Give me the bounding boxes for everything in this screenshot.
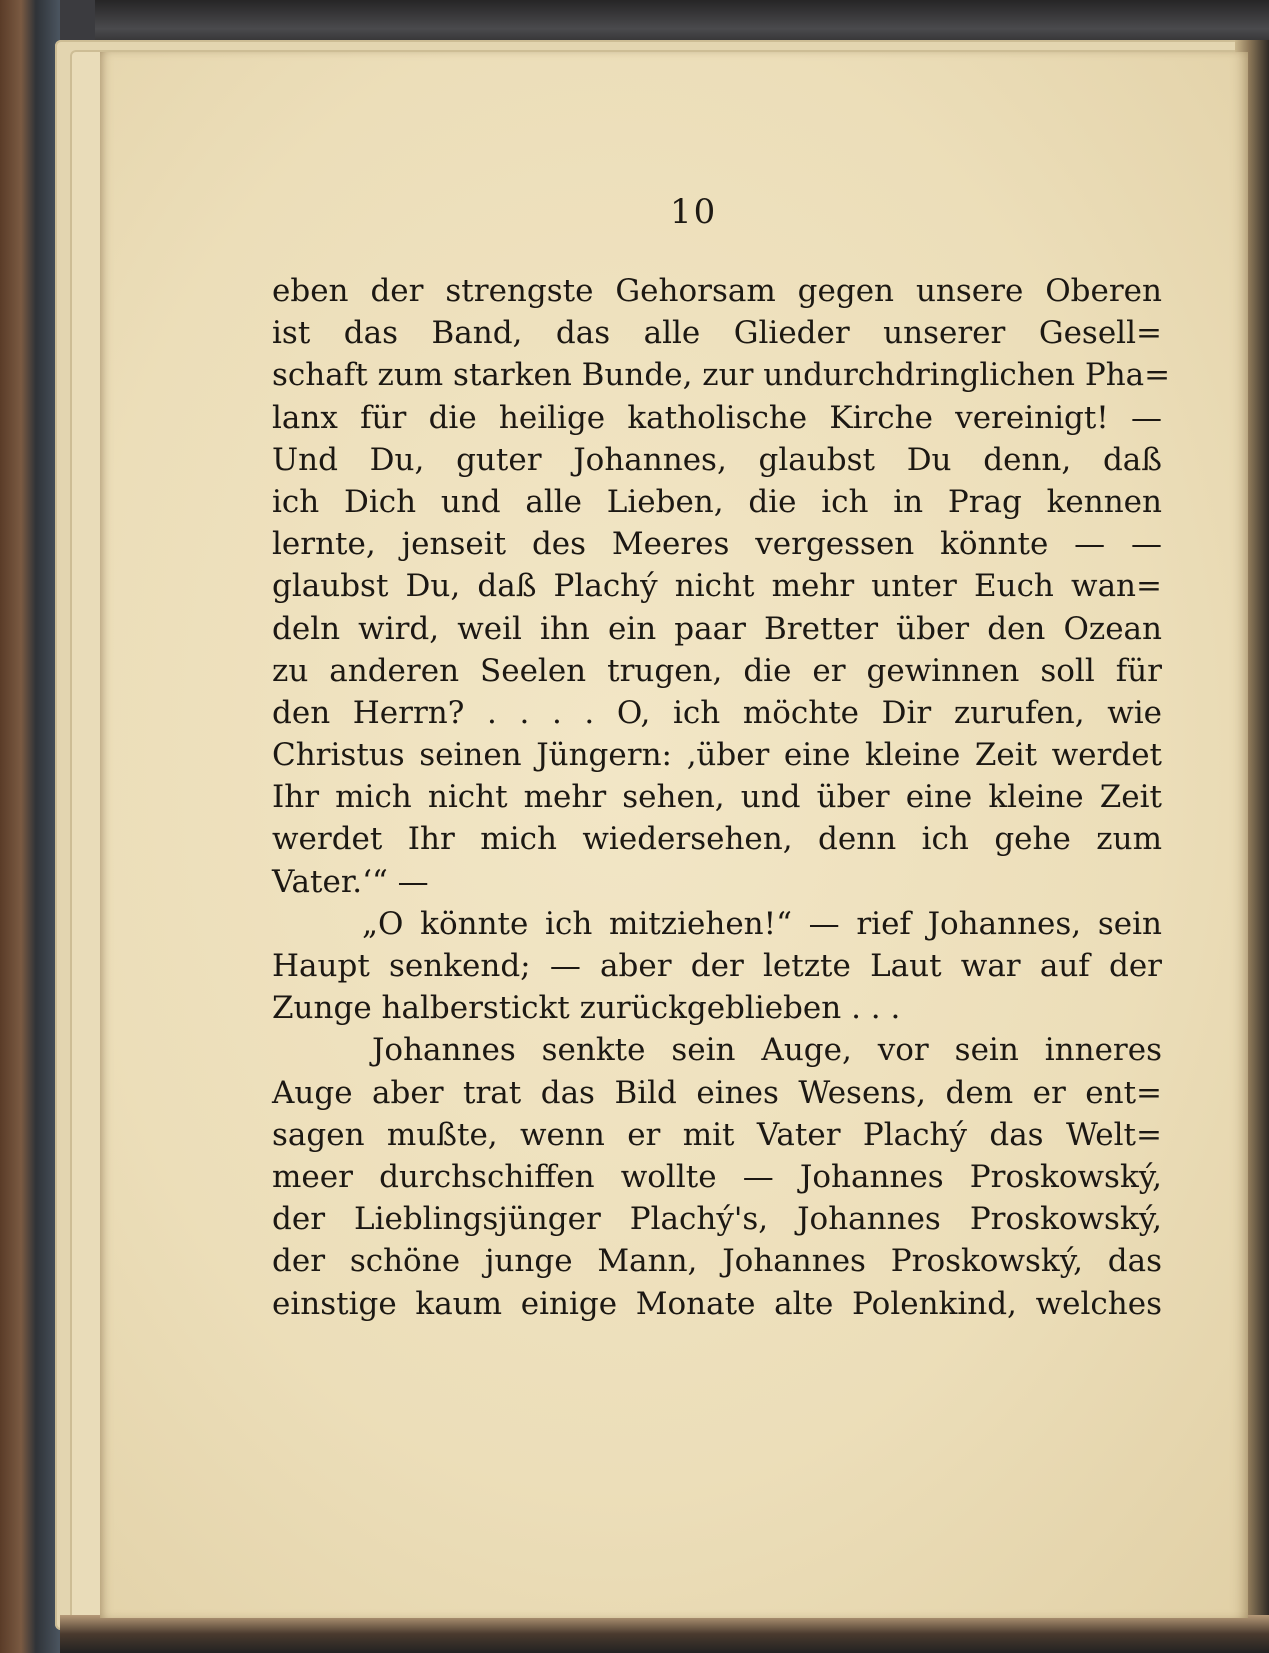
book-bottom-edge xyxy=(60,1615,1269,1653)
text-line: glaubst Du, daß Plachý nicht mehr unter Euch wan= xyxy=(272,568,1162,605)
text-line: lernte, jenseit des Meeres vergessen könnte — — xyxy=(272,526,1162,563)
text-line: zu anderen Seelen trugen, die er gewinnen soll für xyxy=(272,652,1162,689)
text-line: ich Dich und alle Lieben, die ich in Prag kennen xyxy=(272,483,1162,520)
text-line: schaft zum starken Bunde, zur undurchdringlichen Pha= xyxy=(272,357,1171,394)
text-line: Haupt senkend; — aber der letzte Laut war auf der xyxy=(272,948,1162,984)
text-line: einstige kaum einige Monate alte Polenkind, welches xyxy=(272,1285,1162,1322)
text-line: der schöne junge Mann, Johannes Proskowský, das xyxy=(272,1243,1162,1280)
text-line: sagen mußte, wenn er mit Vater Plachý das Welt= xyxy=(272,1116,1162,1153)
text-line: Johannes senkte sein Auge, vor sein inneres xyxy=(372,1032,1162,1069)
text-line: Zunge halberstickt zurückgeblieben . . . xyxy=(272,990,901,1027)
text-line: ist das Band, das alle Glieder unserer Gesell= xyxy=(272,315,1162,352)
page-number: 10 xyxy=(670,192,718,232)
text-line: Vater.‘“ — xyxy=(272,863,429,900)
book-cover-left-edge xyxy=(0,0,60,1653)
text-line: meer durchschiffen wollte — Johannes Proskowský, xyxy=(272,1158,1162,1195)
body-text xyxy=(272,270,1171,1325)
text-line: Christus seinen Jüngern: ‚über eine kleine Zeit werdet xyxy=(272,737,1162,774)
text-line: Auge aber trat das Bild eines Wesens, dem er ent= xyxy=(272,1074,1162,1111)
text-line: Und Du, guter Johannes, glaubst Du denn, daß xyxy=(272,441,1162,478)
text-line: deln wird, weil ihn ein paar Bretter über den Ozean xyxy=(272,610,1162,647)
text-line: lanx für die heilige katholische Kirche vereinigt! — xyxy=(272,399,1162,436)
text-line: Ihr mich nicht mehr sehen, und über eine kleine Zeit xyxy=(272,779,1162,816)
text-line: werdet Ihr mich wiedersehen, denn ich gehe zum xyxy=(272,821,1162,858)
text-line: der Lieblingsjünger Plachý's, Johannes Proskowský, xyxy=(272,1201,1162,1238)
text-line: den Herrn? . . . . O, ich möchte Dir zurufen, wie xyxy=(272,694,1162,731)
text-line: „O könnte ich mitziehen!“ — rief Johannes, sein xyxy=(362,905,1162,942)
text-line: eben der strengste Gehorsam gegen unsere Oberen xyxy=(272,273,1162,309)
